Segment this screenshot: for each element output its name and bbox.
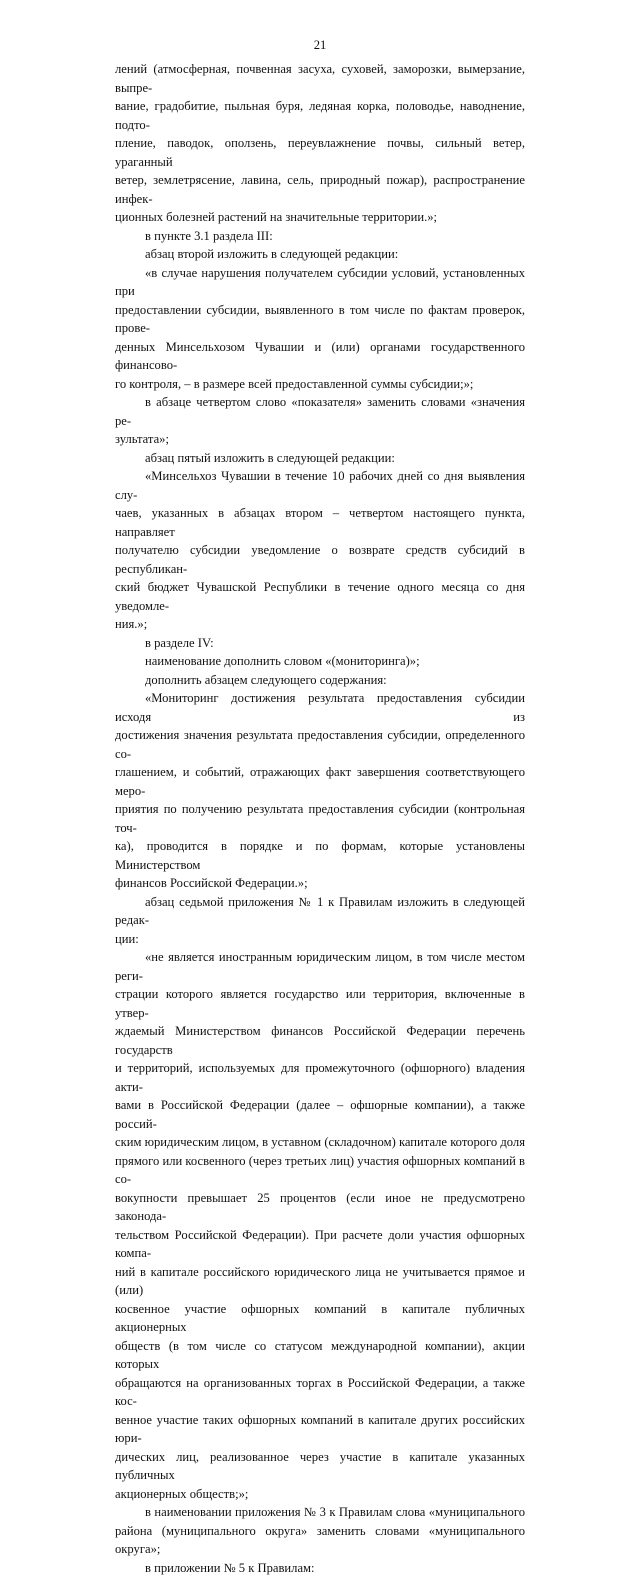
- text-line: косвенное участие офшорных компаний в капитале публичных акционерных: [115, 1300, 525, 1337]
- text-line: в приложении № 5 к Правилам:: [115, 1559, 525, 1577]
- text-line: ветер, землетрясение, лавина, сель, природный пожар), распространение инфек-: [115, 171, 525, 208]
- text-line: обращаются на организованных торгах в Российской Федерации, а также кос-: [115, 1374, 525, 1411]
- text-line: лений (атмосферная, почвенная засуха, суховей, заморозки, вымерзание, выпре-: [115, 60, 525, 97]
- text-line: наименование дополнить словом «(мониторинга)»;: [115, 652, 525, 671]
- text-line: получателю субсидии уведомление о возврате средств субсидий в республикан-: [115, 541, 525, 578]
- text-line: зультата»;: [115, 430, 525, 449]
- text-line: ния.»;: [115, 615, 525, 634]
- text-line: венное участие таких офшорных компаний в капитале других российских юри-: [115, 1411, 525, 1448]
- text-line: ка), проводится в порядке и по формам, которые установлены Министерством: [115, 837, 525, 874]
- text-line: ционных болезней растений на значительные территории.»;: [115, 208, 525, 227]
- text-line: «не является иностранным юридическим лицом, в том числе местом реги-: [115, 948, 525, 985]
- text-line: прямого или косвенного (через третьих лиц) участия офшорных компаний в со-: [115, 1152, 525, 1189]
- page-number: 21: [0, 38, 640, 53]
- text-line: в разделе IV:: [115, 634, 525, 653]
- text-line: достижения значения результата предоставления субсидии, определенного со-: [115, 726, 525, 763]
- text-line: денных Минсельхозом Чувашии и (или) органами государственного финансово-: [115, 338, 525, 375]
- text-line: финансов Российской Федерации.»;: [115, 874, 525, 893]
- text-line: «Мониторинг достижения результата предоставления субсидии исходя из: [115, 689, 525, 726]
- text-line: предоставлении субсидии, выявленного в том числе по фактам проверок, прове-: [115, 301, 525, 338]
- text-line: акционерных обществ;»;: [115, 1485, 525, 1504]
- text-line: тельством Российской Федерации). При расчете доли участия офшорных компа-: [115, 1226, 525, 1263]
- text-line: абзац седьмой приложения № 1 к Правилам изложить в следующей редак-: [115, 893, 525, 930]
- text-line: обществ (в том числе со статусом международной компании), акции которых: [115, 1337, 525, 1374]
- text-line: дополнить абзацем следующего содержания:: [115, 671, 525, 690]
- text-line: в пункте 3.1 раздела III:: [115, 227, 525, 246]
- text-line: в абзаце четвертом слово «показателя» заменить словами «значения ре-: [115, 393, 525, 430]
- text-line: ский бюджет Чувашской Республики в течение одного месяца со дня уведомле-: [115, 578, 525, 615]
- text-line: приятия по получению результата предоставления субсидии (контрольная точ-: [115, 800, 525, 837]
- text-line: «Минсельхоз Чувашии в течение 10 рабочих дней со дня выявления слу-: [115, 467, 525, 504]
- text-line: района (муниципального округа» заменить словами «муниципального округа»;: [115, 1522, 525, 1559]
- text-line: вокупности превышает 25 процентов (если иное не предусмотрено законода-: [115, 1189, 525, 1226]
- text-line: чаев, указанных в абзацах втором – четвертом настоящего пункта, направляет: [115, 504, 525, 541]
- text-line: и территорий, используемых для промежуточного (офшорного) владения акти-: [115, 1059, 525, 1096]
- text-line: в наименовании приложения № 3 к Правилам слова «муниципального: [115, 1503, 525, 1522]
- document-body-text: [115, 60, 525, 1577]
- text-line: вание, градобитие, пыльная буря, ледяная корка, половодье, наводнение, подто-: [115, 97, 525, 134]
- text-line: вами в Российской Федерации (далее – офшорные компании), а также россий-: [115, 1096, 525, 1133]
- text-line: абзац второй изложить в следующей редакции:: [115, 245, 525, 264]
- text-line: «в случае нарушения получателем субсидии условий, установленных при: [115, 264, 525, 301]
- text-line: глашением, и событий, отражающих факт завершения соответствующего меро-: [115, 763, 525, 800]
- text-line: дических лиц, реализованное через участие в капитале указанных публичных: [115, 1448, 525, 1485]
- text-line: страции которого является государство или территория, включенные в утвер-: [115, 985, 525, 1022]
- text-line: ний в капитале российского юридического лица не учитывается прямое и (или): [115, 1263, 525, 1300]
- text-line: ции:: [115, 930, 525, 949]
- text-line: ждаемый Министерством финансов Российской Федерации перечень государств: [115, 1022, 525, 1059]
- text-line: абзац пятый изложить в следующей редакции:: [115, 449, 525, 468]
- text-line: ским юридическим лицом, в уставном (складочном) капитале которого доля: [115, 1133, 525, 1152]
- text-line: пление, паводок, оползень, переувлажнение почвы, сильный ветер, ураганный: [115, 134, 525, 171]
- text-line: го контроля, – в размере всей предоставленной суммы субсидии;»;: [115, 375, 525, 394]
